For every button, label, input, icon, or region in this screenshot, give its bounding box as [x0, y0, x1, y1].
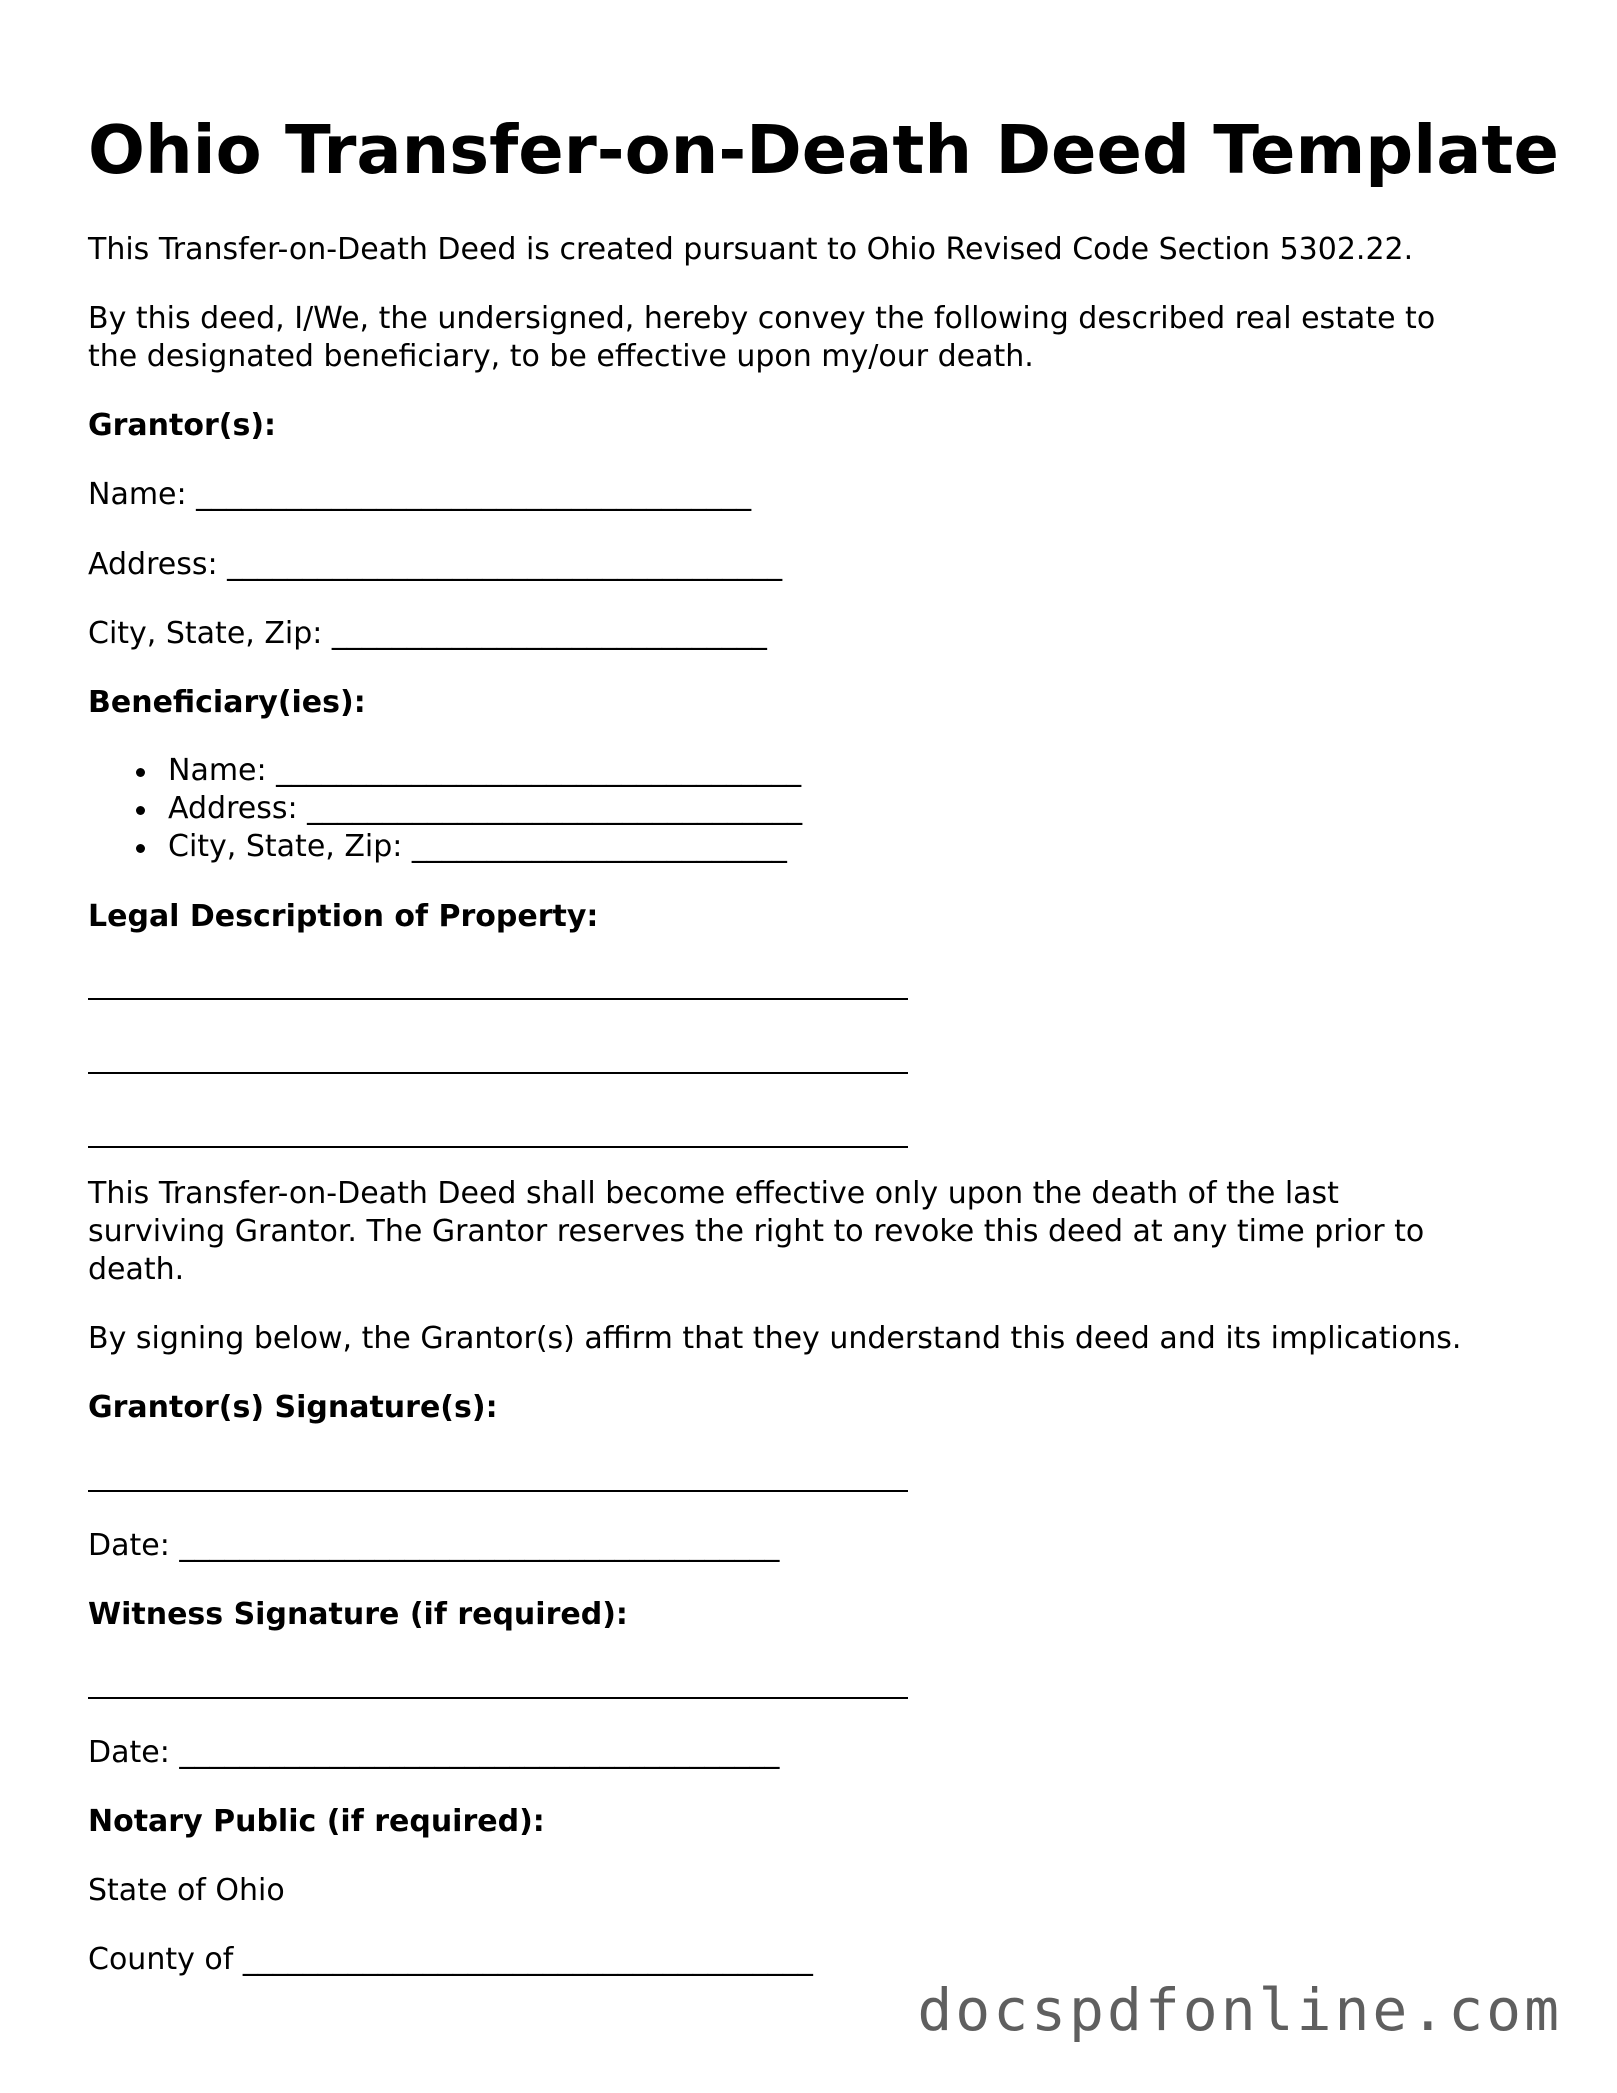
- notary-county-field[interactable]: County of ______________________________________: [88, 1942, 813, 1977]
- notary-heading: Notary Public (if required):: [88, 1804, 545, 1839]
- convey-line-2: the designated beneficiary, to be effective upon my/our death.: [88, 339, 1034, 374]
- grantor-heading: Grantor(s):: [88, 408, 277, 443]
- property-description-line-2[interactable]: [88, 1072, 908, 1074]
- watermark-text: docspdfonline.com: [917, 1976, 1562, 2044]
- convey-line-1: By this deed, I/We, the undersigned, hereby convey the following described real estate to: [88, 301, 1436, 336]
- witness-signature-line[interactable]: [88, 1697, 908, 1699]
- effective-line-2: surviving Grantor. The Grantor reserves the right to revoke this deed at any time prior to: [88, 1214, 1425, 1249]
- affirmation-paragraph: By signing below, the Grantor(s) affirm that they understand this deed and its implications.: [88, 1321, 1462, 1356]
- beneficiary-city-field[interactable]: City, State, Zip: _________________________: [88, 828, 802, 866]
- grantor-city-field[interactable]: City, State, Zip: _____________________________: [88, 616, 767, 651]
- grantor-address-field[interactable]: Address: _____________________________________: [88, 547, 783, 582]
- effective-line-1: This Transfer-on-Death Deed shall become effective only upon the death of the last: [88, 1176, 1339, 1211]
- property-description-line-3[interactable]: [88, 1146, 908, 1148]
- grantor-date-field[interactable]: Date: ________________________________________: [88, 1528, 780, 1563]
- effective-line-3: death.: [88, 1252, 185, 1287]
- beneficiary-address-field[interactable]: Address: _________________________________: [88, 790, 802, 828]
- grantor-name-field[interactable]: Name: _____________________________________: [88, 477, 752, 512]
- beneficiary-list: [88, 752, 802, 866]
- property-description-line-1[interactable]: [88, 998, 908, 1000]
- grantor-signature-line[interactable]: [88, 1490, 908, 1492]
- document-title: Ohio Transfer-on-Death Deed Template: [88, 111, 1559, 189]
- notary-state: State of Ohio: [88, 1873, 285, 1908]
- grantor-signature-heading: Grantor(s) Signature(s):: [88, 1390, 498, 1425]
- property-heading: Legal Description of Property:: [88, 899, 599, 934]
- beneficiary-name-field[interactable]: Name: ___________________________________: [88, 752, 802, 790]
- witness-signature-heading: Witness Signature (if required):: [88, 1597, 628, 1632]
- intro-paragraph: This Transfer-on-Death Deed is created pursuant to Ohio Revised Code Section 5302.22.: [88, 232, 1414, 267]
- beneficiary-heading: Beneficiary(ies):: [88, 685, 366, 720]
- witness-date-field[interactable]: Date: ________________________________________: [88, 1735, 780, 1770]
